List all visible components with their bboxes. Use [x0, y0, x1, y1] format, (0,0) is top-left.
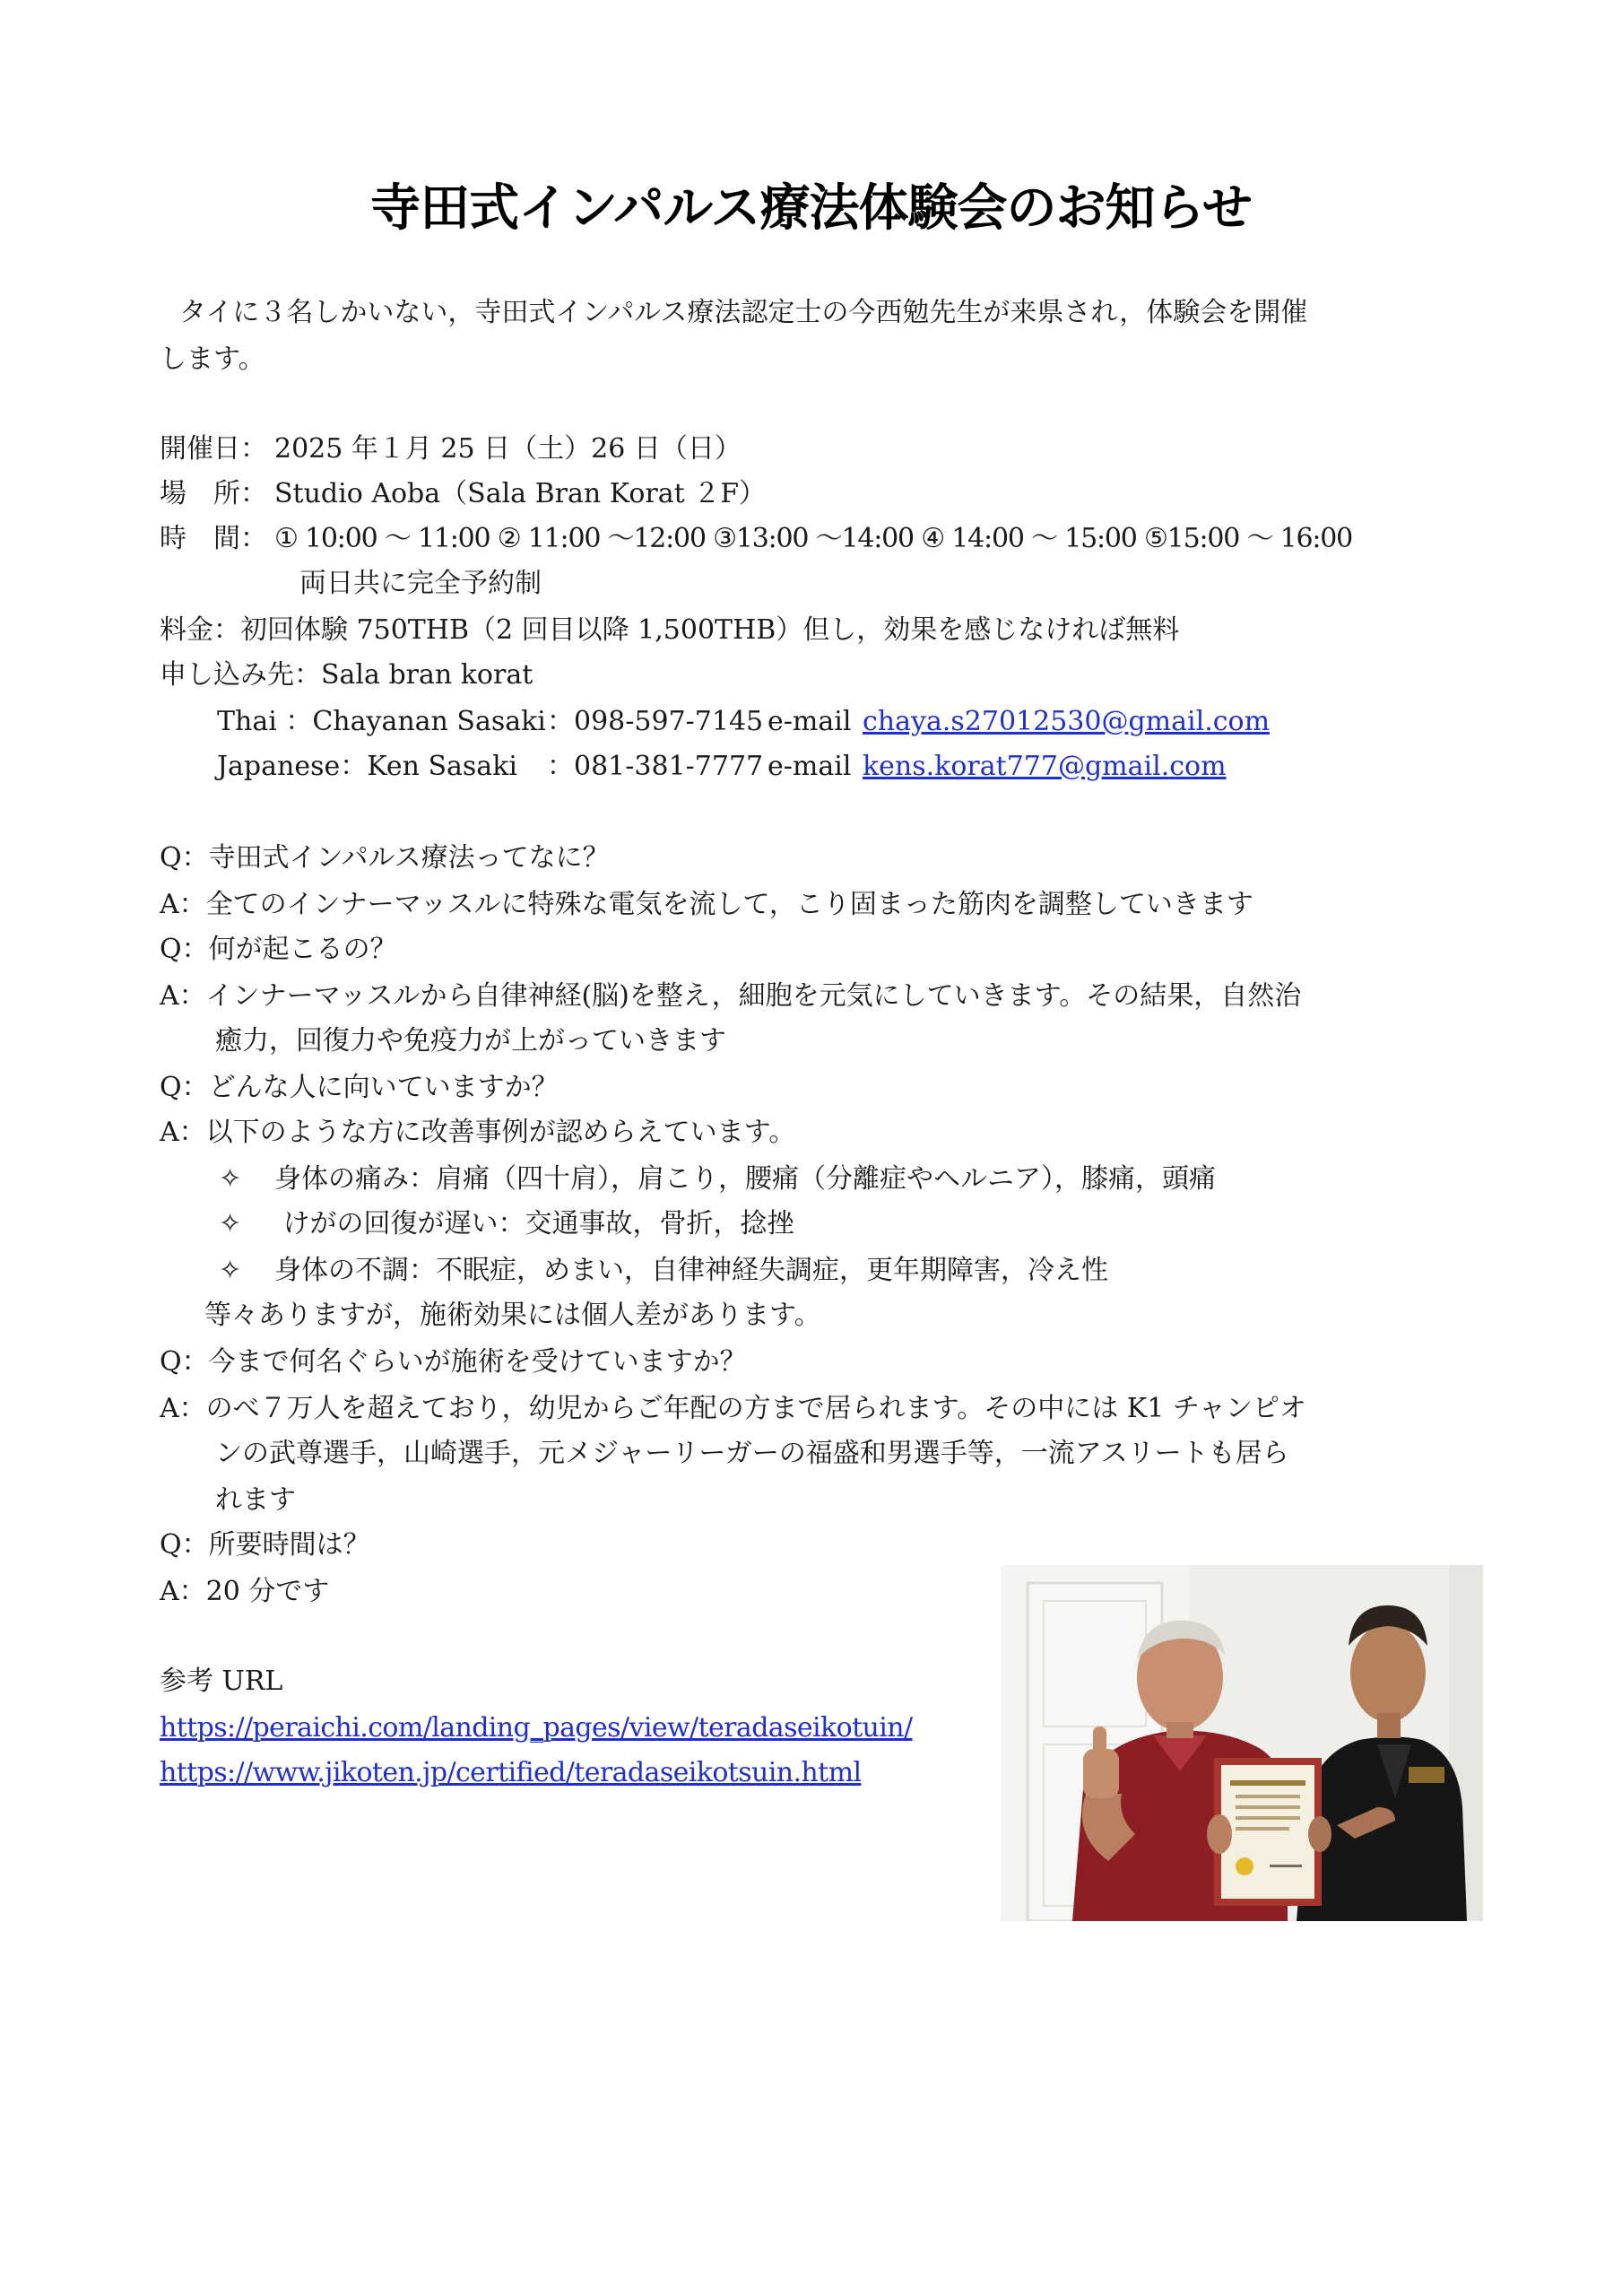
contact-email-label: e-mail — [768, 751, 852, 782]
faq-a4-line1 — [0, 1387, 1622, 1431]
date-row — [0, 427, 1622, 472]
question-text: Q：今まで何名ぐらいが施術を受けていますか？ — [160, 1346, 747, 1378]
date-label: 開催日： — [160, 433, 267, 465]
time-note-row — [0, 561, 1622, 606]
faq-a2-line2 — [0, 1019, 1622, 1064]
bullet-item — [0, 1202, 1622, 1247]
bullet-item — [0, 1248, 1622, 1293]
date-value: 2025 年１月 25 日（土）26 日（日） — [274, 433, 742, 465]
question-text: Q：所要時間は？ — [160, 1529, 370, 1561]
contact-name: Japanese：Ken Sasaki — [217, 751, 517, 782]
intro-line-1 — [0, 291, 1622, 335]
reference-link[interactable]: https://peraichi.com/landing_pages/view/teradaseikotuin/ — [160, 1712, 913, 1744]
diamond-bullet-icon: ✧ — [219, 1163, 242, 1195]
answer-text: れます — [215, 1484, 296, 1516]
answer-text: A：以下のような方に改善事例が認めらえています。 — [160, 1117, 796, 1148]
place-label: 場 所： — [160, 478, 267, 509]
page-title: 寺田式インパルス療法体験会のお知らせ — [370, 179, 1252, 238]
answer-text: A：20 分です — [160, 1576, 330, 1607]
apply-label: 申し込み先：Sala bran korat — [160, 659, 533, 691]
faq-a2-line1 — [0, 974, 1622, 1019]
intro-line-2 — [0, 337, 1622, 382]
time-label: 時 間： — [160, 523, 267, 554]
contact-row-japanese — [0, 744, 1622, 789]
question-text: Q：寺田式インパルス療法ってなに？ — [160, 842, 610, 874]
fee-text: 料金：初回体験 750THB（2 回目以降 1,500THB）但し，効果を感じなければ無料 — [160, 614, 1180, 646]
time-value: ① 10:00 ～ 11:00 ② 11:00 ～12:00 ③13:00 ～14:00 ④ 14:00 ～ 15:00 ⑤15:00 ～ 16:00 — [274, 523, 1353, 554]
certificate-photo — [1001, 1565, 1483, 1921]
bullet-text: けがの回復が遅い：交通事故，骨折，捻挫 — [274, 1208, 794, 1239]
contact-row-thai — [0, 700, 1622, 744]
faq-a3 — [0, 1110, 1622, 1155]
time-note: 両日共に完全予約制 — [299, 568, 542, 599]
faq-q2 — [0, 927, 1622, 972]
answer-text: 癒力，回復力や免疫力が上がっていきます — [215, 1025, 726, 1057]
answer-text: A：のべ７万人を超えており，幼児からご年配の方まで居られます。その中には K1 チャンピオ — [160, 1393, 1306, 1424]
contact-phone: ：081-381-7777 — [547, 751, 764, 782]
place-value: Studio Aoba（Sala Bran Korat ２F） — [274, 478, 767, 509]
question-text: Q：どんな人に向いていますか？ — [160, 1072, 559, 1103]
contact-phone: ：098-597-7145 — [547, 706, 764, 737]
faq-q3 — [0, 1065, 1622, 1110]
bullet-text: 身体の痛み：肩痛（四十肩），肩こり，腰痛（分離症やヘルニア），膝痛，頭痛 — [274, 1163, 1216, 1195]
reference-link[interactable]: https://www.jikoten.jp/certified/teradaseikotsuin.html — [160, 1757, 862, 1788]
answer-text: A：インナーマッスルから自律神経(脳)を整え，細胞を元気にしていきます。その結果，自然治 — [160, 980, 1302, 1012]
faq-q1 — [0, 836, 1622, 881]
question-text: Q：何が起こるの？ — [160, 934, 397, 965]
faq-a4-line2 — [0, 1431, 1622, 1476]
fee-row — [0, 608, 1622, 653]
faq-a4-line3 — [0, 1478, 1622, 1523]
faq-q5 — [0, 1523, 1622, 1568]
faq-a3-note — [0, 1293, 1622, 1338]
time-row — [0, 517, 1622, 561]
bullet-text: 身体の不調：不眠症，めまい，自律神経失調症，更年期障害，冷え性 — [274, 1255, 1108, 1286]
intro-text-1: タイに３名しかいない，寺田式インパルス療法認定士の今西勉先生が来県され，体験会を開催 — [179, 297, 1308, 328]
answer-text: ンの武尊選手，山崎選手，元メジャーリーガーの福盛和男選手等，一流アスリートも居ら — [215, 1438, 1289, 1469]
diamond-bullet-icon: ✧ — [219, 1255, 242, 1286]
apply-row — [0, 653, 1622, 698]
contact-email-label: e-mail — [768, 706, 852, 737]
refs-label: 参考 URL — [160, 1665, 283, 1697]
intro-text-2: します。 — [160, 344, 265, 375]
contact-email-link[interactable]: chaya.s27012530@gmail.com — [863, 706, 1271, 737]
contact-email-link[interactable]: kens.korat777@gmail.com — [863, 751, 1227, 782]
faq-a1 — [0, 883, 1622, 927]
answer-text: A：全てのインナーマッスルに特殊な電気を流して，こり固まった筋肉を調整していきます — [160, 889, 1253, 920]
bullet-item — [0, 1157, 1622, 1202]
diamond-bullet-icon: ✧ — [219, 1208, 242, 1239]
answer-text: 等々ありますが，施術効果には個人差があります。 — [204, 1300, 821, 1331]
contact-name: Thai ：Chayanan Sasaki — [217, 706, 546, 737]
place-row — [0, 472, 1622, 517]
faq-q4 — [0, 1340, 1622, 1385]
